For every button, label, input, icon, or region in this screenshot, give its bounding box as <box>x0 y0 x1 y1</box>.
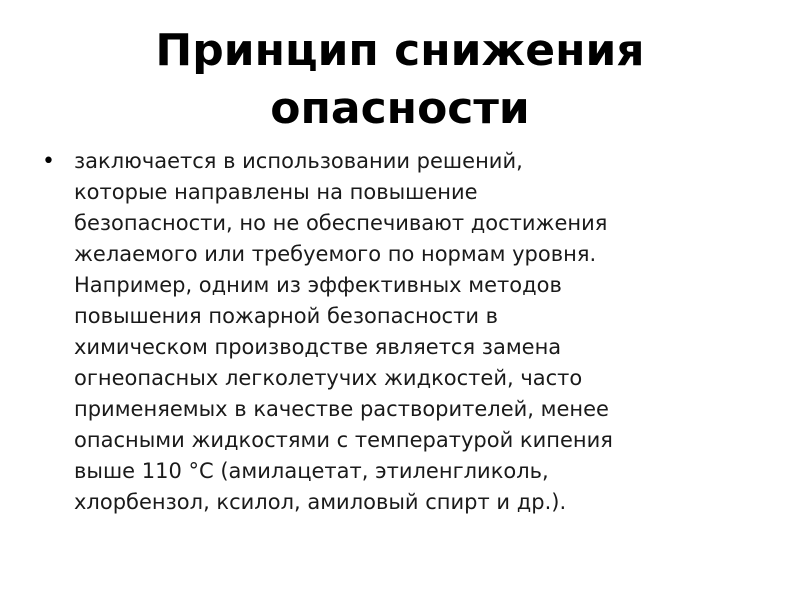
bullet-item <box>42 146 742 518</box>
slide-title-line-1: Принцип снижения <box>155 25 645 76</box>
body-text-line-8: огнеопасных легколетучих жидкостей, часто <box>74 366 583 390</box>
bullet-list <box>42 146 742 518</box>
body-text-line-11: выше 110 °С (амилацетат, этиленгликоль, <box>74 459 549 483</box>
body-text-line-6: повышения пожарной безопасности в <box>74 304 499 328</box>
slide-title <box>0 22 800 138</box>
body-text-line-12: хлорбензол, ксилол, амиловый спирт и др.). <box>74 490 567 514</box>
body-text-line-7: химическом производстве является замена <box>74 335 562 359</box>
body-text-line-9: применяемых в качестве растворителей, менее <box>74 397 609 421</box>
body-text-line-1: заключается в использовании решений, <box>74 149 523 173</box>
bullet-icon: • <box>42 149 55 174</box>
slide-title-line-2: опасности <box>270 83 530 134</box>
body-text-line-3: безопасности, но не обеспечивают достижения <box>74 211 608 235</box>
body-text-line-5: Например, одним из эффективных методов <box>74 273 562 297</box>
body-text-line-4: желаемого или требуемого по нормам уровня. <box>74 242 597 266</box>
body-text-line-2: которые направлены на повышение <box>74 180 478 204</box>
body-text-line-10: опасными жидкостями с температурой кипения <box>74 428 613 452</box>
